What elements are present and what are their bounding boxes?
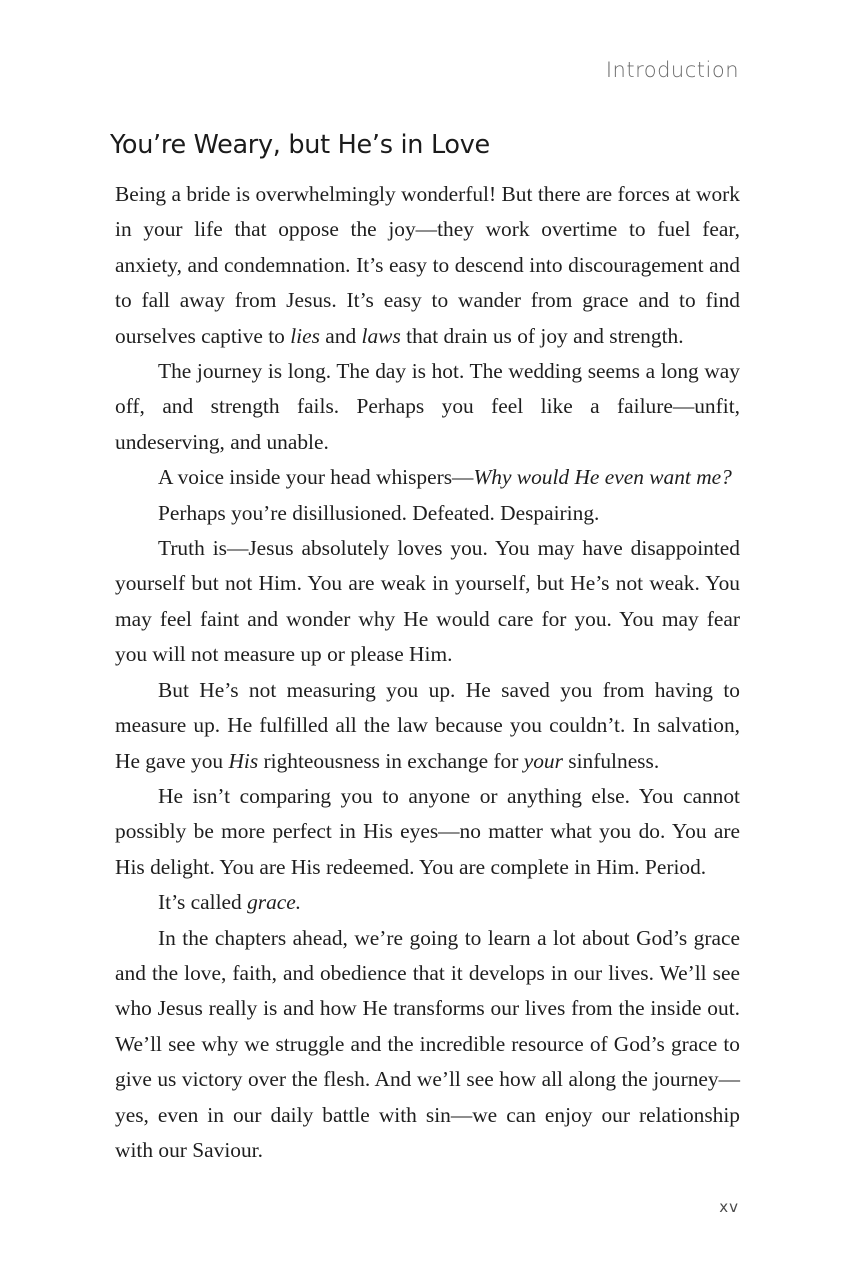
paragraph-6-emphasis-your: your — [523, 748, 563, 773]
paragraph-1-text-c: that drain us of joy and strength. — [400, 323, 684, 348]
paragraph-8 — [115, 885, 740, 920]
paragraph-6-text-a: But He’s not measuring you up. He saved you from having to measure up. He fulfilled all the law because you couldn’t. In salvation, He gave you — [115, 677, 740, 773]
paragraph-8-text: It’s called — [158, 890, 248, 915]
paragraph-2: The journey is long. The day is hot. The wedding seems a long way off, and strength fails. Perhaps you feel like a failure—unfit, undeserving, and unable. — [115, 359, 740, 454]
paragraph-1-emphasis-laws: laws — [361, 323, 401, 348]
paragraph-6 — [115, 673, 740, 779]
paragraph-1 — [115, 177, 740, 354]
paragraph-6-text-c: sinfulness. — [562, 748, 660, 773]
paragraph-7: He isn’t comparing you to anyone or anything else. You cannot possibly be more perfect in His eyes—no matter what you do. You are His delight. You are His redeemed. You are complete in Him. Period. — [115, 783, 740, 879]
paragraph-1-text-b: and — [319, 323, 362, 348]
paragraph-4: Perhaps you’re disillusioned. Defeated. Despairing. — [158, 500, 600, 525]
paragraph-3-emphasis: Why would He even want me? — [473, 465, 732, 490]
paragraph-1-emphasis-lies: lies — [290, 323, 320, 348]
paragraph-5: Truth is—Jesus absolutely loves you. You may have disappointed yourself but not Him. You are weak in yourself, but He’s not weak. You may feel faint and wonder why He would care for you. You may fear you will not measure up or please Him. — [115, 536, 740, 667]
paragraph-3-text: A voice inside your head whispers— — [158, 465, 474, 490]
paragraph-8-emphasis-grace: grace. — [247, 890, 302, 915]
paragraph-6-text-b: righteousness in exchange for — [258, 748, 524, 773]
paragraph-1-text-a: Being a bride is overwhelmingly wonderful! But there are forces at work in your life that oppose the joy—they work overtime to fuel fear, anxiety, and condemnation. It’s easy to descend into discouragement and to fall away from Jesus. It’s easy to wander from grace and to find ourselves captive to — [115, 182, 740, 348]
running-head: Introduction — [605, 58, 739, 82]
page-number: xv — [719, 1198, 739, 1216]
paragraph-6-emphasis-his: His — [228, 748, 259, 773]
section-heading: You’re Weary, but He’s in Love — [110, 130, 490, 160]
body-text — [115, 177, 740, 1168]
paragraph-3 — [115, 460, 740, 495]
paragraph-9: In the chapters ahead, we’re going to learn a lot about God’s grace and the love, faith, and obedience that it develops in our lives. We’ll see who Jesus really is and how He transforms our lives from the inside out. We’ll see why we struggle and the incredible resource of God’s grace to give us victory over the flesh. And we’ll see how all along the journey—yes, even in our daily battle with sin—we can enjoy our relationship with our Saviour. — [115, 925, 740, 1162]
